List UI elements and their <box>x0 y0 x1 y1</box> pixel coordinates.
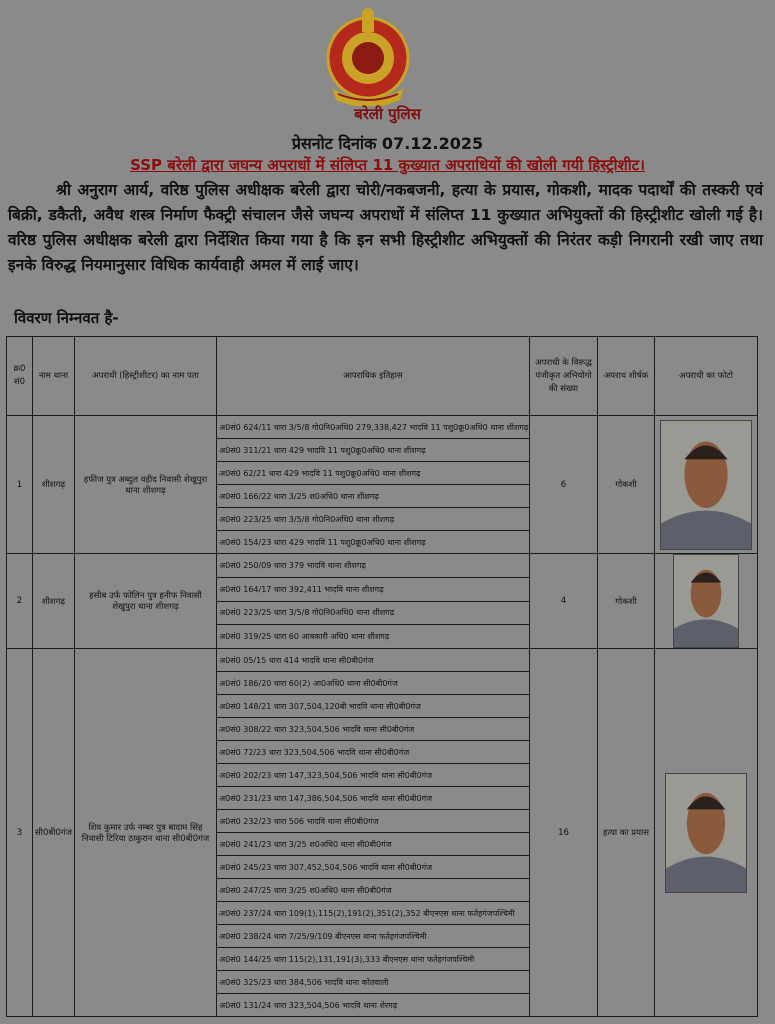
suspect-photo <box>673 554 739 648</box>
table-row <box>7 649 758 672</box>
suspect-photo <box>660 420 752 550</box>
historysheeter-table <box>6 336 758 1017</box>
cell-case-count: 6 <box>530 416 598 554</box>
cell-crime-entry: अ0सं0 624/11 धारा 3/5/8 गो0नि0अधि0 279,338,427 भादवि 11 पशु0क्रू0अधि0 थाना शीशगढ़ <box>217 416 530 439</box>
cell-crime-entry: अ0सं0 232/23 धारा 506 भादवि थाना सी0बी0गंज <box>217 810 530 833</box>
cell-station: शीशगढ़ <box>33 416 75 554</box>
cell-crime-entry: अ0सं0 308/22 धारा 323,504,506 भादवि थाना सी0बी0गंज <box>217 718 530 741</box>
cell-name: हफीज पुत्र अब्दुल वहीद निवासी शेखुपुरा थाना शीशगढ़ <box>75 416 217 554</box>
cell-crime-entry: अ0सं0 247/25 धारा 3/25 श0अधि0 थाना सी0बी0गंज <box>217 879 530 902</box>
up-police-emblem-icon <box>318 6 418 106</box>
cell-crime-entry: अ0सं0 245/23 धारा 307,452,504,506 भादवि थाना सी0बी0गंज <box>217 856 530 879</box>
cell-photo <box>655 554 758 649</box>
cell-crime-title: गोकशी <box>598 416 655 554</box>
cell-photo <box>655 416 758 554</box>
details-heading: विवरण निम्नवत है- <box>14 309 119 327</box>
cell-crime-entry: अ0सं0 237/24 धारा 109(1),115(2),191(2),351(2),352 बीएनएस थाना फतेहगंजपश्चिमी <box>217 902 530 925</box>
org-name: बरेली पुलिस <box>354 105 421 123</box>
col-header-title: अपराध शीर्षक <box>598 337 655 416</box>
col-header-count: अपराधी के विरूद्ध पंजीकृत अभियोगो की संख्या <box>530 337 598 416</box>
cell-crime-entry: अ0सं0 166/22 धारा 3/25 श0अधि0 थाना शीशगढ़ <box>217 485 530 508</box>
cell-name: शिव कुमार उर्फ नम्बर पुत्र बादाम सिंह निवासी टिरिया ठाकुरान थाना सी0बी0गंज <box>75 649 217 1017</box>
col-header-photo: अपराधी का फोटो <box>655 337 758 416</box>
table-row <box>7 554 758 578</box>
col-header-station: नाम थाना <box>33 337 75 416</box>
cell-crime-entry: अ0सं0 311/21 धारा 429 भादवि 11 पशु0क्रू0अधि0 थाना शीशगढ़ <box>217 439 530 462</box>
table-header-row <box>7 337 758 416</box>
col-header-sno: क्र0 सं0 <box>7 337 33 416</box>
cell-sno: 3 <box>7 649 33 1017</box>
cell-crime-entry: अ0सं0 202/23 धारा 147,323,504,506 भादवि थाना सी0बी0गंज <box>217 764 530 787</box>
table-row <box>7 416 758 439</box>
cell-crime-entry: अ0सं0 231/23 धारा 147,386,504,506 भादवि थाना सी0बी0गंज <box>217 787 530 810</box>
cell-crime-entry: अ0सं0 223/25 धारा 3/5/8 गो0नि0अधि0 थाना शीशगढ़ <box>217 508 530 531</box>
cell-crime-entry: अ0सं0 319/25 धारा 60 आबकारी अधि0 थाना शीशगढ़ <box>217 625 530 649</box>
cell-crime-title: गोकशी <box>598 554 655 649</box>
body-paragraph: श्री अनुराग आर्य, वरिष्ठ पुलिस अधीक्षक बरेली द्वारा चोरी/नकबजनी, हत्या के प्रयास, गोकशी, मादक पदार्थों की तस्करी एवं बिक्री, डकैती, अवैध शस्त्र निर्माण फैक्ट्री संचालन जैसे जघन्य अपराधों में संलिप्त 11 कुख्यात अभियुक्तों की हिस्ट्रीशीट खोली गई है। वरिष्ठ पुलिस अधीक्षक बरेली द्वारा निर्देशित किया गया है कि इन सभी हिस्ट्रीशीट अभियुक्तों की निरंतर कड़ी निगरानी रखी जाए तथा इनके विरुद्ध नियमानुसार विधिक कार्यवाही अमल में लाई जाए। <box>8 181 763 274</box>
cell-crime-entry: अ0सं0 325/23 धारा 384,506 भादवि थाना कोतवाली <box>217 971 530 994</box>
cell-crime-entry: अ0सं0 05/15 धारा 414 भादवि थाना सी0बी0गंज <box>217 649 530 672</box>
press-note-date: प्रेसनोट दिनांक 07.12.2025 <box>291 134 484 153</box>
cell-crime-entry: अ0सं0 72/23 धारा 323,504,506 भादवि थाना सी0बी0गंज <box>217 741 530 764</box>
cell-station: सी0बी0गंज <box>33 649 75 1017</box>
cell-photo <box>655 649 758 1017</box>
headline: SSP बरेली द्वारा जघन्य अपराधों में संलिप्त 11 कुख्यात अपराधियों की खोली गयी हिस्ट्रीशीट। <box>130 156 645 174</box>
col-header-history: आपराधिक इतिहास <box>217 337 530 416</box>
cell-crime-entry: अ0सं0 164/17 धारा 392,411 भादवि थाना शीशगढ़ <box>217 577 530 601</box>
cell-crime-entry: अ0सं0 223/25 धारा 3/5/8 गो0नि0अधि0 थाना शीशगढ़ <box>217 601 530 625</box>
cell-case-count: 4 <box>530 554 598 649</box>
cell-station: शीशगढ़ <box>33 554 75 649</box>
cell-crime-entry: अ0सं0 250/09 धारा 379 भादवि थाना शीशगढ़ <box>217 554 530 578</box>
cell-case-count: 16 <box>530 649 598 1017</box>
suspect-photo <box>665 773 747 893</box>
col-header-name: अपराधी (हिस्ट्रीशीटर) का नाम पता <box>75 337 217 416</box>
cell-sno: 1 <box>7 416 33 554</box>
cell-crime-title: हत्या का प्रयास <box>598 649 655 1017</box>
cell-crime-entry: अ0सं0 144/25 धारा 115(2),131,191(3),333 बीएनएस थाना फतेहगंजपश्चिमी <box>217 948 530 971</box>
cell-crime-entry: अ0सं0 186/20 धारा 60(2) आ0अधि0 थाना सी0बी0गंज <box>217 672 530 695</box>
cell-crime-entry: अ0सं0 148/21 धारा 307,504,120बी भादवि थाना सी0बी0गंज <box>217 695 530 718</box>
cell-crime-entry: अ0सं0 154/23 धारा 429 भादवि 11 पशु0क्रू0अधि0 थाना शीशगढ़ <box>217 531 530 554</box>
cell-crime-entry: अ0सं0 131/24 धारा 323,504,506 भादवि थाना शेरगढ़ <box>217 994 530 1017</box>
cell-name: हसीब उर्फ फोलिन पुत्र हनीफ निवासी शेखुपुरा थाना शीशगढ़ <box>75 554 217 649</box>
cell-crime-entry: अ0सं0 62/21 धारा 429 भादवि 11 पशु0क्रू0अधि0 थाना शीशगढ़ <box>217 462 530 485</box>
cell-crime-entry: अ0सं0 238/24 धारा 7/25/9/109 बीएनएस थाना फतेहगंजपश्चिमी <box>217 925 530 948</box>
cell-sno: 2 <box>7 554 33 649</box>
cell-crime-entry: अ0सं0 241/23 धारा 3/25 श0अधि0 थाना सी0बी0गंज <box>217 833 530 856</box>
